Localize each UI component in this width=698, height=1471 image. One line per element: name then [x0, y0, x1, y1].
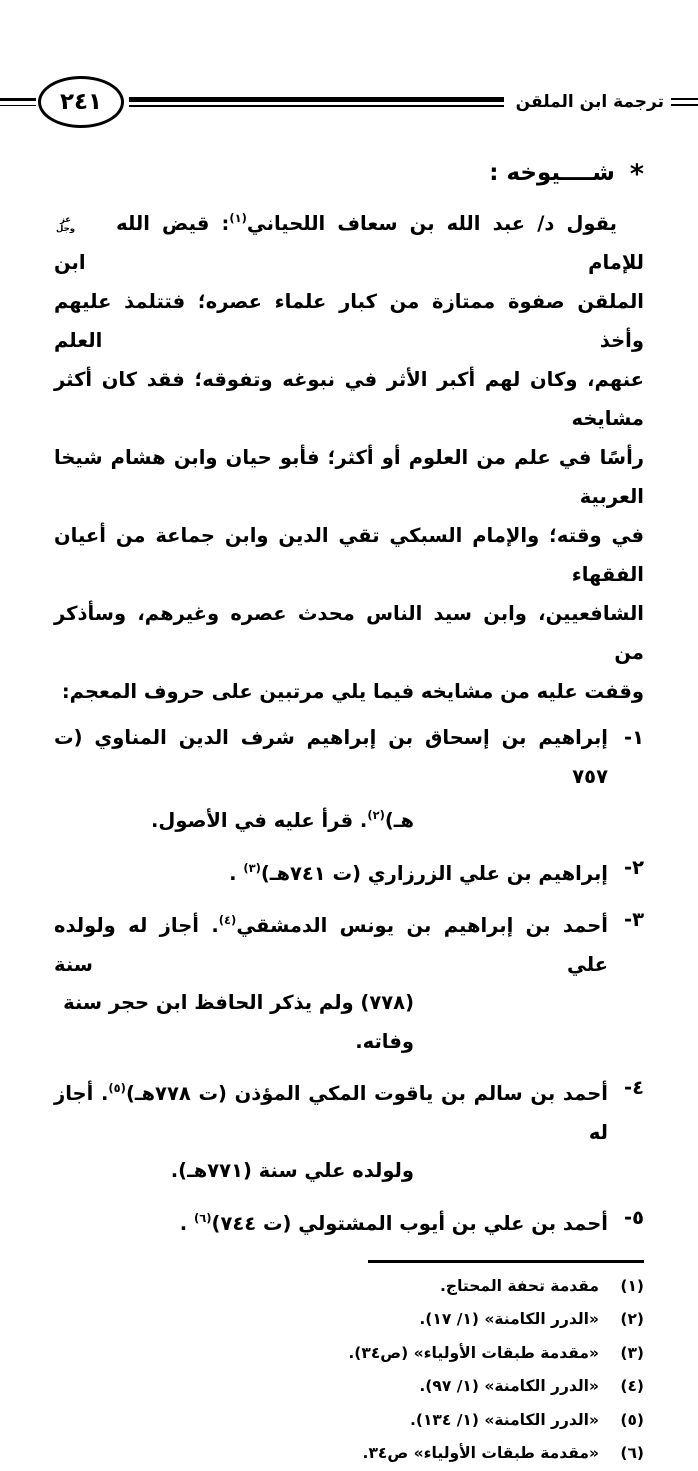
page-header [0, 76, 698, 128]
item-number: ٣- [624, 908, 644, 931]
item-text-run: أحمد بن سالم بن ياقوت المكي المؤذن (ت ٧٧٨هـ) [125, 1082, 608, 1105]
item-text-run: . قرأ عليه في الأصول. [151, 809, 368, 832]
footnote-item [54, 1303, 644, 1337]
header-rule [129, 97, 504, 107]
intro-line: رأسًا في علم من العلوم أو أكثر؛ فأبو حيان وابن هشام شيخا العربية [54, 446, 644, 508]
list-item [54, 719, 644, 841]
list-item-line [54, 719, 644, 796]
footnote-number: (٥) [620, 1410, 644, 1429]
footnote-number: (٤) [620, 1377, 644, 1395]
page-number: ٢٤١ [59, 89, 103, 115]
footnote-text: «مقدمة طبقات الأولياء» ص٣٤. [362, 1444, 599, 1462]
item-text-run: أحمد بن إبراهيم بن يونس الدمشقي [236, 914, 608, 937]
list-item-line: ولولده علي سنة (٧٧١هـ). [170, 1159, 414, 1182]
footnote-item [54, 1370, 644, 1404]
item-number: ٢- [624, 855, 644, 879]
intro-paragraph [54, 199, 644, 711]
item-text [54, 719, 608, 796]
item-text-run: . أجاز له [54, 1082, 608, 1144]
list-item-line: (٧٧٨) ولم يذكر الحافظ ابن حجر سنة وفاته. [63, 991, 414, 1053]
footnote-separator [368, 1260, 644, 1263]
text-column [0, 160, 698, 1471]
footnote-ref: (٦) [193, 1210, 212, 1225]
rule-bar [129, 97, 504, 102]
list-item [54, 1199, 644, 1244]
intro-line: وقفت عليه من مشايخه فيما يلي مرتبين على حروف المعجم: [61, 680, 644, 703]
footnote-number: (٦) [620, 1444, 644, 1462]
item-text [54, 1069, 608, 1152]
item-text-run: إبراهيم بن إسحاق بن إبراهيم شرف الدين المناوي (ت ٧٥٧ [54, 726, 608, 788]
rule-bar [129, 105, 504, 107]
item-number: ٥- [624, 1205, 644, 1229]
item-text [54, 1199, 608, 1244]
item-text-run: . أجاز له ولولده علي سنة [54, 914, 608, 976]
footnote-gap [599, 1270, 613, 1304]
list-item-line [54, 1199, 644, 1244]
azza-wa-jall-honorific-icon [56, 216, 102, 234]
item-text [54, 849, 608, 894]
item-text-run: . [179, 1211, 194, 1235]
item-text-run: إبراهيم بن علي الزرزاري (ت ٧٤١هـ) [260, 861, 608, 885]
section-heading-label: شــــيوخه : [489, 160, 615, 186]
item-text-run: هـ) [384, 809, 414, 832]
list-item-line [54, 1069, 644, 1152]
intro-text: يقول د/ عبد الله بن سعاف اللحياني [246, 212, 618, 235]
list-item-line [54, 849, 644, 894]
intro-line [54, 199, 644, 282]
footnote-gap [599, 1303, 613, 1337]
book-page [0, 76, 698, 1462]
list-item [54, 849, 644, 894]
intro-text: للإمام ابن [54, 251, 644, 274]
footnote-ref: (٤) [218, 913, 237, 927]
footnote-item [54, 1337, 644, 1371]
intro-line: في وقته؛ والإمام السبكي تقي الدين وابن جماعة من أعيان الفقهاء [54, 524, 644, 586]
rule-bar [671, 104, 698, 106]
running-head-title: ترجمة ابن الملقن [515, 92, 664, 112]
footnote-ref: (٣) [243, 860, 261, 875]
section-heading: * شــــيوخه : [489, 159, 644, 190]
footnote-gap [599, 1370, 613, 1404]
rule-bar [671, 98, 698, 101]
footnote-item [54, 1404, 644, 1438]
footnotes-block [54, 1270, 644, 1471]
footnote-item [54, 1437, 644, 1471]
footnote-gap [599, 1437, 613, 1471]
footnote-item [54, 1270, 644, 1304]
item-text [54, 901, 608, 984]
footnote-number: (١) [620, 1276, 644, 1295]
item-number: ٤- [624, 1076, 644, 1099]
footnote-number: (٣) [620, 1343, 644, 1362]
right-edge-rule-icon [671, 98, 698, 107]
honorific-top: عز [59, 214, 72, 225]
intro-line: الملقن صفوة ممتازة من كبار علماء عصره؛ فتتلمذ عليهم وأخذ العلم [54, 290, 644, 352]
footnote-ref: (٥) [108, 1081, 126, 1095]
footnote-gap [599, 1404, 613, 1438]
list-item-line [54, 796, 644, 841]
item-text-run: . [229, 861, 244, 885]
honorific-bottom: وجل [56, 223, 75, 234]
item-number: ١- [624, 726, 644, 749]
left-edge-rule-icon [0, 98, 36, 107]
list-item [54, 901, 644, 1061]
rule-bar [0, 105, 36, 107]
shaykh-list [54, 719, 644, 1243]
list-item-line [54, 901, 644, 984]
intro-text: : قيض الله [116, 212, 230, 235]
footnote-text: «الدرر الكامنة» (١/ ١٧). [419, 1310, 599, 1328]
footnote-number: (٢) [620, 1310, 644, 1328]
footnote-text: «مقدمة طبقات الأولياء» (ص٣٤). [348, 1343, 599, 1362]
item-text-run: أحمد بن علي بن أيوب المشتولي (ت ٧٤٤) [211, 1211, 608, 1235]
footnote-gap [599, 1337, 613, 1371]
footnote-text: «الدرر الكامنة» (١/ ١٣٤). [409, 1410, 599, 1429]
intro-line: الشافعيين، وابن سيد الناس محدث عصره وغيرهم، وسأذكر من [54, 602, 644, 664]
footnote-ref: (٢) [367, 808, 385, 822]
page-number-badge [38, 76, 124, 128]
footnote-text: مقدمة تحفة المحتاج. [440, 1276, 599, 1295]
footnote-text: «الدرر الكامنة» (١/ ٩٧). [419, 1377, 599, 1395]
intro-line: عنهم، وكان لهم أكبر الأثر في نبوغه وتفوقه؛ فقد كان أكثر مشايخه [54, 368, 644, 430]
list-item [54, 1069, 644, 1191]
footnote-ref: (١) [229, 211, 247, 225]
rule-bar [0, 98, 36, 101]
